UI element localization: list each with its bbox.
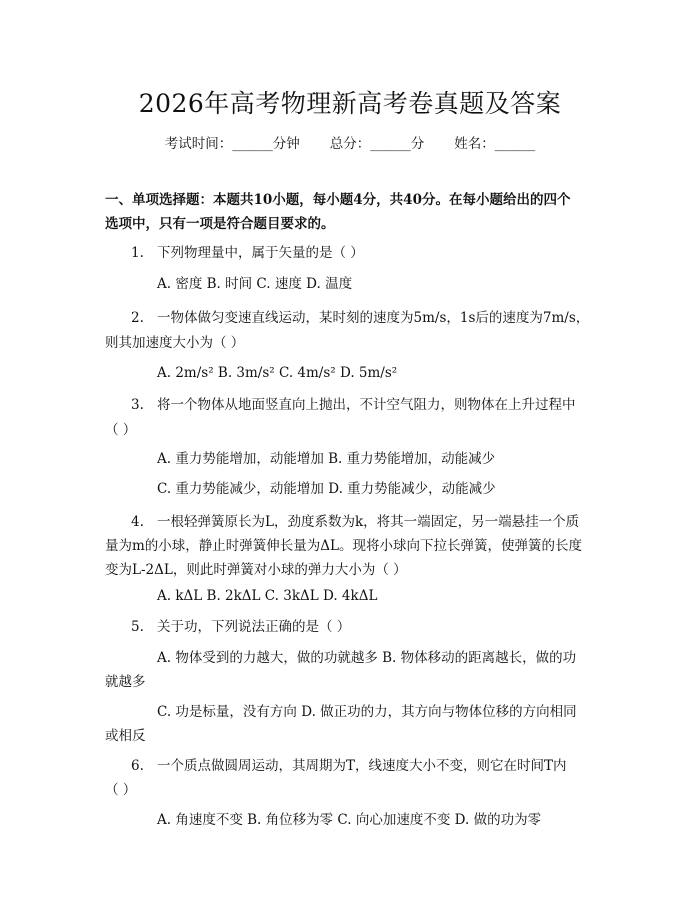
question-1 (131, 241, 364, 265)
question-number: 4. (131, 514, 144, 530)
question-4-continuation: 量为m的小球，静止时弹簧伸长量为ΔL。现将小球向下拉长弹簧，使弹簧的长度 (105, 538, 583, 554)
section-header-line: 一、单项选择题：本题共10小题，每小题4分，共40分。在每小题给出的四个 (105, 192, 571, 208)
exam-time-field: 考试时间：______分钟 (164, 136, 300, 152)
question-stem: 关于功，下列说法正确的是（ ） (157, 619, 351, 635)
question-number: 2. (131, 310, 144, 326)
question-2 (131, 306, 589, 330)
question-6 (131, 754, 567, 778)
question-stem: 将一个物体从地面竖直向上抛出，不计空气阻力，则物体在上升过程中 (157, 397, 576, 413)
question-stem: 一物体做匀变速直线运动，某时刻的速度为5m/s，1s后的速度为7m/s， (157, 310, 590, 326)
question-5 (131, 615, 350, 639)
total-score-field: 总分：______分 (329, 136, 425, 152)
question-number: 1. (131, 245, 144, 261)
question-3-options: C. 重力势能减少，动能增加 D. 重力势能减少，动能减少 (157, 481, 496, 497)
question-3-options: A. 重力势能增加，动能增加 B. 重力势能增加，动能减少 (157, 451, 496, 467)
question-number: 3. (131, 397, 144, 413)
question-3-continuation: （ ） (105, 422, 137, 438)
question-4 (131, 510, 579, 534)
question-4-continuation: 变为L-2ΔL，则此时弹簧对小球的弹力大小为（ ） (105, 562, 407, 578)
question-5-options: A. 物体受到的力越大，做的功就越多 B. 物体移动的距离越长，做的功 (157, 650, 577, 666)
question-4-options: A. kΔL B. 2kΔL C. 3kΔL D. 4kΔL (157, 588, 378, 604)
student-name-field: 姓名：______ (454, 136, 536, 152)
question-number: 5. (131, 619, 144, 635)
section-header (105, 188, 595, 236)
question-6-options: A. 角速度不变 B. 角位移为零 C. 向心加速度不变 D. 做的功为零 (157, 812, 542, 828)
question-5-options: C. 功是标量，没有方向 D. 做正功的力，其方向与物体位移的方向相同 (157, 704, 577, 720)
question-2-continuation: 则其加速度大小为（ ） (105, 335, 245, 351)
question-stem: 一个质点做圆周运动，其周期为T，线速度大小不变，则它在时间T内 (157, 758, 567, 774)
question-stem: 下列物理量中，属于矢量的是（ ） (157, 245, 364, 261)
question-5-options-continuation: 或相反 (105, 728, 146, 744)
question-6-continuation: （ ） (105, 782, 137, 798)
question-3 (131, 393, 576, 417)
section-header-line: 选项中，只有一项是符合题目要求的。 (105, 216, 335, 232)
question-1-options: A. 密度 B. 时间 C. 速度 D. 温度 (157, 276, 353, 292)
page-title: 2026年高考物理新高考卷真题及答案 (138, 89, 562, 118)
question-number: 6. (131, 758, 144, 774)
question-5-options-continuation: 就越多 (105, 674, 146, 690)
question-2-options: A. 2m/s² B. 3m/s² C. 4m/s² D. 5m/s² (157, 365, 398, 381)
exam-meta (0, 132, 700, 152)
question-stem: 一根轻弹簧原长为L，劲度系数为k，将其一端固定，另一端悬挂一个质 (157, 514, 580, 530)
